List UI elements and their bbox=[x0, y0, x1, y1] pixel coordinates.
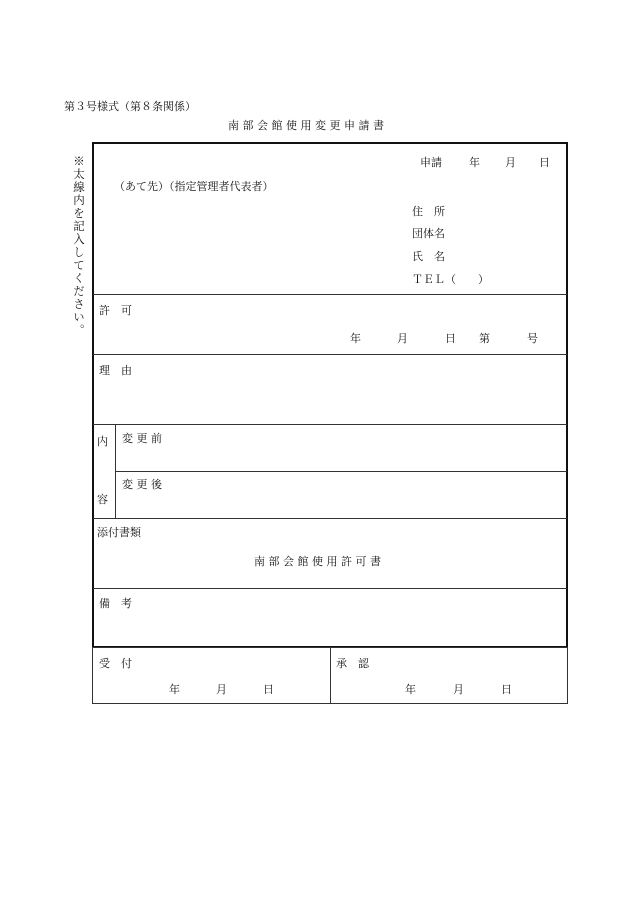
receipt-day: 日 bbox=[263, 683, 274, 696]
approval-day: 日 bbox=[501, 683, 512, 696]
page-title: 南 部 会 館 使 用 変 更 申 請 書 bbox=[228, 119, 384, 132]
attachments-document: 南 部 会 館 使 用 許 可 書 bbox=[254, 555, 381, 568]
remarks-label: 備 考 bbox=[99, 597, 132, 610]
receipt-label: 受 付 bbox=[99, 657, 132, 670]
tel-label: ＴＥＬ（ ） bbox=[412, 273, 489, 286]
group-label: 団体名 bbox=[412, 227, 445, 240]
permit-year: 年 bbox=[350, 332, 361, 345]
divider-attachments bbox=[93, 518, 567, 519]
addressee: （あて先）（指定管理者代表者） bbox=[114, 180, 274, 193]
receipt-year: 年 bbox=[169, 683, 180, 696]
permit-go: 号 bbox=[527, 332, 538, 345]
divider-before-after bbox=[115, 471, 567, 472]
apply-year: 年 bbox=[469, 156, 480, 169]
content-label-bottom: 容 bbox=[97, 493, 108, 506]
divider-content bbox=[93, 424, 567, 425]
address-label: 住 所 bbox=[412, 205, 445, 218]
form-id: 第３号様式（第８条関係） bbox=[64, 100, 196, 113]
content-label-top: 内 bbox=[97, 435, 108, 448]
approval-label: 承 認 bbox=[336, 657, 369, 670]
apply-day: 日 bbox=[539, 156, 550, 169]
permit-label: 許 可 bbox=[99, 304, 132, 317]
content-label-divider bbox=[115, 424, 116, 518]
receipt-month: 月 bbox=[216, 683, 227, 696]
reason-label: 理 由 bbox=[99, 364, 132, 377]
permit-day: 日 bbox=[445, 332, 456, 345]
permit-dai: 第 bbox=[479, 332, 490, 345]
permit-month: 月 bbox=[397, 332, 408, 345]
receipt-approval-divider bbox=[330, 647, 331, 704]
divider-remarks bbox=[93, 588, 567, 589]
approval-month: 月 bbox=[453, 683, 464, 696]
after-label: 変 更 後 bbox=[122, 478, 162, 491]
apply-label: 申請 bbox=[420, 156, 442, 169]
divider-permit bbox=[93, 294, 567, 295]
form-main-box bbox=[92, 142, 568, 648]
approval-year: 年 bbox=[405, 683, 416, 696]
apply-month: 月 bbox=[505, 156, 516, 169]
name-label: 氏 名 bbox=[412, 250, 445, 263]
side-note: ※太線内を記入してください。 bbox=[72, 155, 86, 337]
divider-reason bbox=[93, 354, 567, 355]
before-label: 変 更 前 bbox=[122, 432, 162, 445]
attachments-label: 添付書類 bbox=[97, 526, 141, 539]
